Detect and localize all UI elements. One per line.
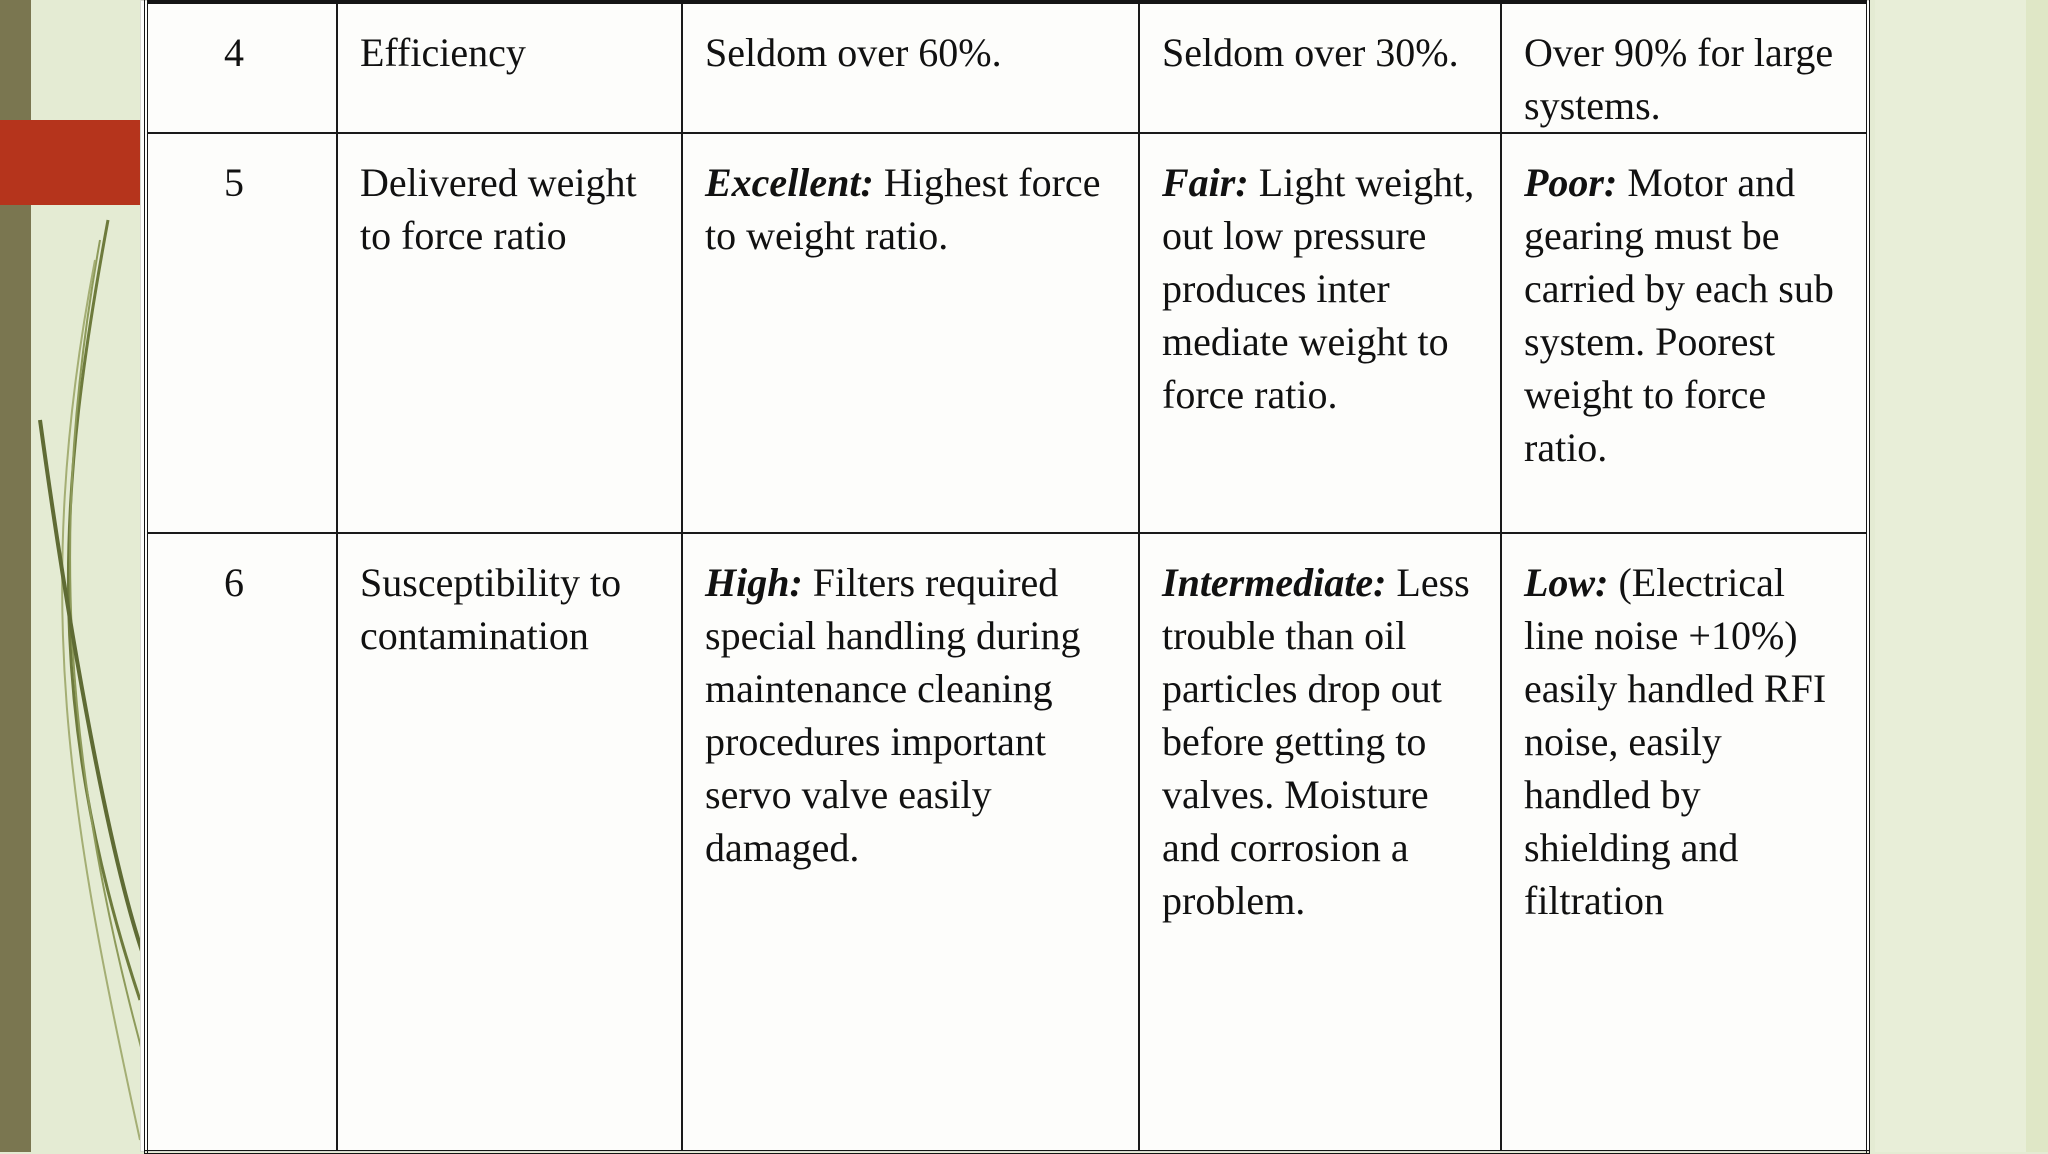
rating-keyword: Low:	[1524, 560, 1609, 605]
hydraulic-cell	[682, 2, 1139, 133]
table-row	[146, 133, 1868, 533]
rating-keyword: Intermediate:	[1162, 560, 1387, 605]
right-edge-bar	[2026, 0, 2048, 1152]
row-number: 5	[146, 133, 337, 533]
right-background-panel	[1875, 0, 2048, 1152]
rating-keyword: Excellent:	[705, 160, 874, 205]
cell-text: (Electrical line noise +10%) easily handled RFI noise, easily handled by shielding and filtration	[1524, 560, 1827, 923]
cell-text: Less trouble than oil particles drop out before getting to valves. Moisture and corrosion a problem.	[1162, 560, 1470, 923]
accent-block	[0, 120, 140, 205]
rating-keyword: High:	[705, 560, 803, 605]
cell-text: Over 90% for large systems.	[1524, 30, 1834, 128]
table-row	[146, 533, 1868, 1152]
row-number: 4	[146, 2, 337, 133]
cell-text: Seldom over 30%.	[1162, 30, 1459, 75]
cell-text: Filters required special handling during maintenance cleaning procedures important servo valve easily damaged.	[705, 560, 1081, 870]
rating-keyword: Poor:	[1524, 160, 1618, 205]
pneumatic-cell	[1139, 533, 1501, 1152]
rating-keyword: Fair:	[1162, 160, 1249, 205]
electrical-cell	[1501, 133, 1868, 533]
property-cell: Delivered weight to force ratio	[337, 133, 682, 533]
scanned-document	[140, 0, 1870, 1152]
cell-text: Motor and gearing must be carried by each sub system. Poorest weight to force ratio.	[1524, 160, 1834, 470]
cell-text: Light weight, out low pressure produces inter mediate weight to force ratio.	[1162, 160, 1475, 417]
table-row	[146, 2, 1868, 133]
cell-text: Seldom over 60%.	[705, 30, 1002, 75]
electrical-cell	[1501, 2, 1868, 133]
cell-text: Highest force to weight ratio.	[705, 160, 1101, 258]
electrical-cell	[1501, 533, 1868, 1152]
property-cell: Susceptibility to contamination	[337, 533, 682, 1152]
hydraulic-cell	[682, 133, 1139, 533]
row-number: 6	[146, 533, 337, 1152]
hydraulic-cell	[682, 533, 1139, 1152]
pneumatic-cell	[1139, 133, 1501, 533]
comparison-table	[144, 0, 1870, 1154]
property-cell: Efficiency	[337, 2, 682, 133]
pneumatic-cell	[1139, 2, 1501, 133]
